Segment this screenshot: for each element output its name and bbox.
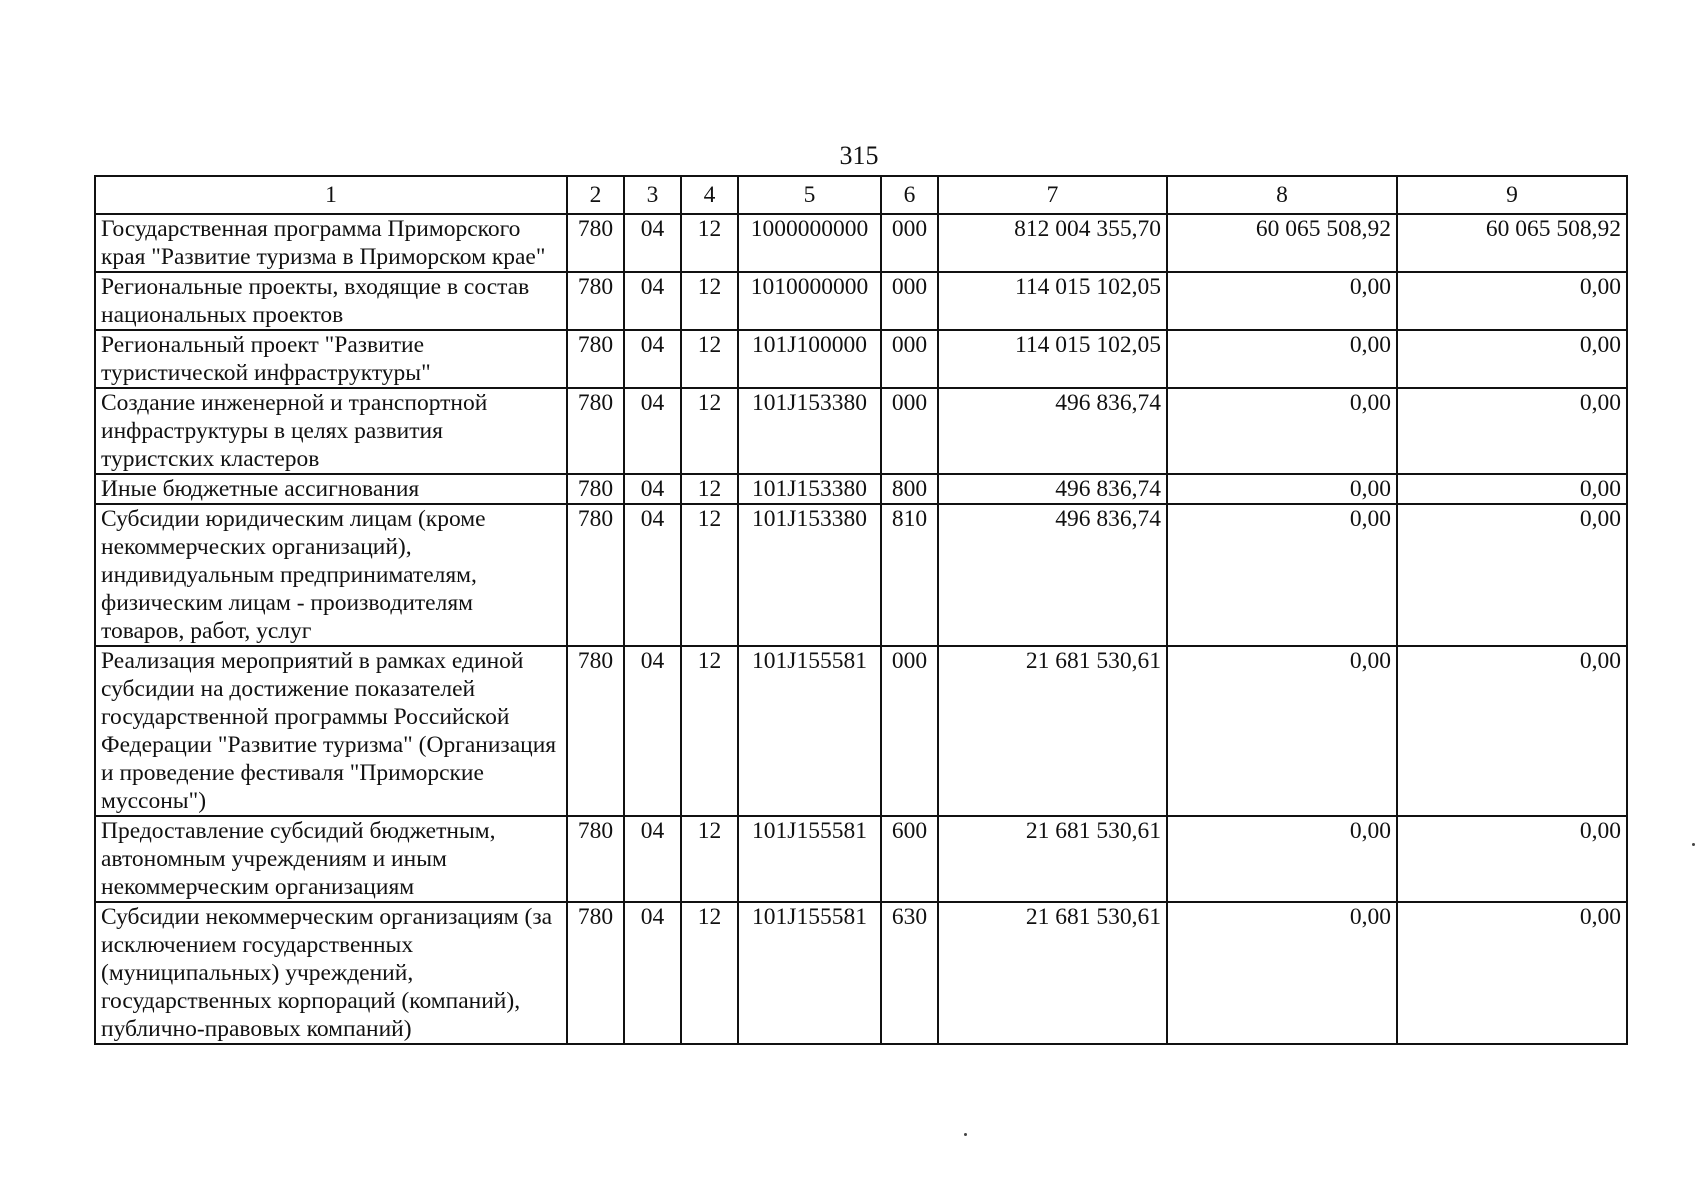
code-cell: 000 xyxy=(881,272,938,330)
code-cell: 780 xyxy=(567,504,624,646)
row-name: Реализация мероприятий в рамках единой субсидии на достижение показателей государственной программы Российской Федерации "Развитие туризма" (Организация и проведение фестиваля "Приморские муссоны") xyxy=(95,646,567,816)
code-cell: 12 xyxy=(681,330,738,388)
code-cell: 780 xyxy=(567,816,624,902)
code-cell: 101J153380 xyxy=(738,388,881,474)
amount-cell: 496 836,74 xyxy=(938,504,1167,646)
code-cell: 101J155581 xyxy=(738,646,881,816)
column-header: 4 xyxy=(681,176,738,214)
table-row xyxy=(95,816,1627,902)
amount-cell: 21 681 530,61 xyxy=(938,816,1167,902)
amount-cell: 0,00 xyxy=(1167,330,1397,388)
amount-cell: 60 065 508,92 xyxy=(1397,214,1627,272)
amount-cell: 496 836,74 xyxy=(938,474,1167,504)
code-cell: 04 xyxy=(624,902,681,1044)
table-row xyxy=(95,388,1627,474)
amount-cell: 0,00 xyxy=(1167,816,1397,902)
column-header: 2 xyxy=(567,176,624,214)
amount-cell: 60 065 508,92 xyxy=(1167,214,1397,272)
code-cell: 780 xyxy=(567,272,624,330)
code-cell: 101J153380 xyxy=(738,474,881,504)
table-row xyxy=(95,646,1627,816)
code-cell: 12 xyxy=(681,474,738,504)
code-cell: 04 xyxy=(624,646,681,816)
code-cell: 101J153380 xyxy=(738,504,881,646)
code-cell: 04 xyxy=(624,474,681,504)
amount-cell: 0,00 xyxy=(1167,272,1397,330)
code-cell: 04 xyxy=(624,388,681,474)
amount-cell: 114 015 102,05 xyxy=(938,330,1167,388)
amount-cell: 0,00 xyxy=(1397,330,1627,388)
code-cell: 780 xyxy=(567,330,624,388)
table-row xyxy=(95,330,1627,388)
code-cell: 780 xyxy=(567,388,624,474)
scan-speck xyxy=(1692,843,1695,846)
code-cell: 800 xyxy=(881,474,938,504)
code-cell: 000 xyxy=(881,330,938,388)
column-header: 7 xyxy=(938,176,1167,214)
amount-cell: 0,00 xyxy=(1167,388,1397,474)
amount-cell: 0,00 xyxy=(1397,646,1627,816)
code-cell: 12 xyxy=(681,902,738,1044)
code-cell: 1000000000 xyxy=(738,214,881,272)
code-cell: 04 xyxy=(624,330,681,388)
row-name: Предоставление субсидий бюджетным, автономным учреждениям и иным некоммерческим организациям xyxy=(95,816,567,902)
code-cell: 780 xyxy=(567,214,624,272)
code-cell: 000 xyxy=(881,646,938,816)
column-header: 8 xyxy=(1167,176,1397,214)
budget-table xyxy=(94,175,1628,1045)
column-header: 6 xyxy=(881,176,938,214)
row-name: Региональный проект "Развитие туристической инфраструктуры" xyxy=(95,330,567,388)
row-name: Иные бюджетные ассигнования xyxy=(95,474,567,504)
amount-cell: 0,00 xyxy=(1397,388,1627,474)
amount-cell: 0,00 xyxy=(1167,902,1397,1044)
amount-cell: 0,00 xyxy=(1167,646,1397,816)
code-cell: 810 xyxy=(881,504,938,646)
table-row xyxy=(95,272,1627,330)
amount-cell: 0,00 xyxy=(1397,504,1627,646)
code-cell: 12 xyxy=(681,504,738,646)
code-cell: 12 xyxy=(681,214,738,272)
row-name: Государственная программа Приморского края "Развитие туризма в Приморском крае" xyxy=(95,214,567,272)
code-cell: 04 xyxy=(624,504,681,646)
code-cell: 04 xyxy=(624,214,681,272)
column-header: 3 xyxy=(624,176,681,214)
code-cell: 600 xyxy=(881,816,938,902)
amount-cell: 0,00 xyxy=(1397,272,1627,330)
code-cell: 101J155581 xyxy=(738,816,881,902)
code-cell: 12 xyxy=(681,816,738,902)
table-row xyxy=(95,214,1627,272)
page-number: 315 xyxy=(839,141,879,170)
table-row xyxy=(95,504,1627,646)
code-cell: 780 xyxy=(567,474,624,504)
amount-cell: 0,00 xyxy=(1397,816,1627,902)
code-cell: 04 xyxy=(624,272,681,330)
code-cell: 000 xyxy=(881,388,938,474)
table-row xyxy=(95,902,1627,1044)
code-cell: 04 xyxy=(624,816,681,902)
row-name: Региональные проекты, входящие в состав национальных проектов xyxy=(95,272,567,330)
code-cell: 780 xyxy=(567,646,624,816)
code-cell: 101J155581 xyxy=(738,902,881,1044)
code-cell: 12 xyxy=(681,388,738,474)
code-cell: 1010000000 xyxy=(738,272,881,330)
column-header: 5 xyxy=(738,176,881,214)
row-name: Субсидии юридическим лицам (кроме некоммерческих организаций), индивидуальным предпринимателям, физическим лицам - производителям товаров, работ, услуг xyxy=(95,504,567,646)
code-cell: 12 xyxy=(681,646,738,816)
amount-cell: 0,00 xyxy=(1167,504,1397,646)
code-cell: 780 xyxy=(567,902,624,1044)
amount-cell: 21 681 530,61 xyxy=(938,646,1167,816)
row-name: Субсидии некоммерческим организациям (за исключением государственных (муниципальных) учреждений, государственных корпораций (компаний), публично-правовых компаний) xyxy=(95,902,567,1044)
header-row xyxy=(95,176,1627,214)
amount-cell: 812 004 355,70 xyxy=(938,214,1167,272)
table-row xyxy=(95,474,1627,504)
amount-cell: 496 836,74 xyxy=(938,388,1167,474)
amount-cell: 0,00 xyxy=(1167,474,1397,504)
code-cell: 12 xyxy=(681,272,738,330)
column-header: 1 xyxy=(95,176,567,214)
amount-cell: 0,00 xyxy=(1397,902,1627,1044)
code-cell: 000 xyxy=(881,214,938,272)
code-cell: 101J100000 xyxy=(738,330,881,388)
code-cell: 630 xyxy=(881,902,938,1044)
amount-cell: 21 681 530,61 xyxy=(938,902,1167,1044)
amount-cell: 114 015 102,05 xyxy=(938,272,1167,330)
scan-speck xyxy=(964,1133,967,1136)
column-header: 9 xyxy=(1397,176,1627,214)
row-name: Создание инженерной и транспортной инфраструктуры в целях развития туристских кластеров xyxy=(95,388,567,474)
amount-cell: 0,00 xyxy=(1397,474,1627,504)
